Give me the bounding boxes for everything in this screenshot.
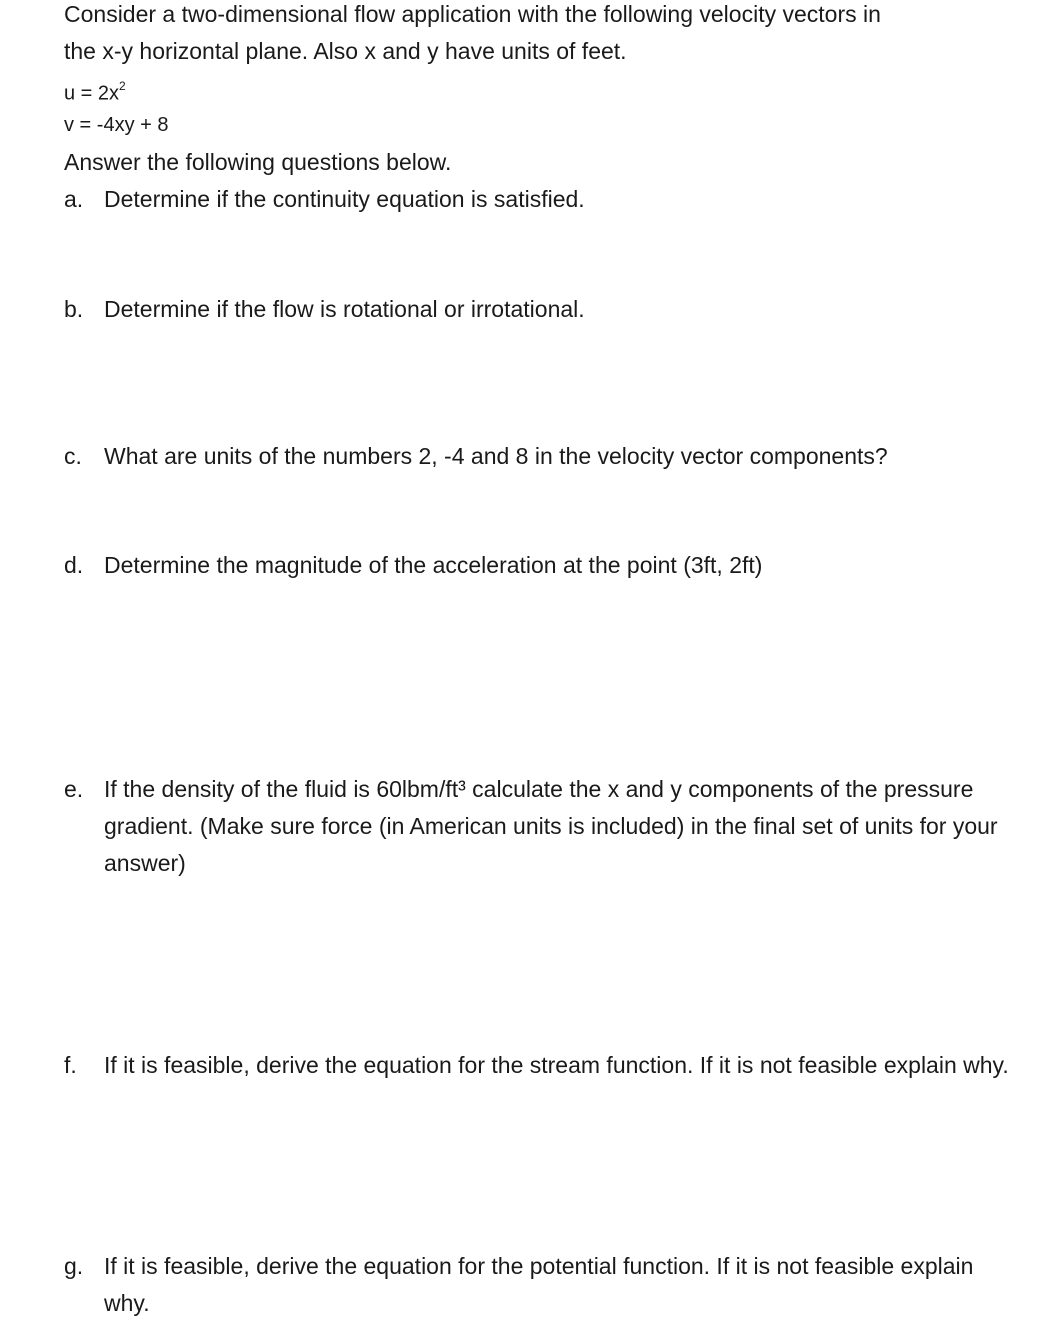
- question-text: If it is feasible, derive the equation for the stream function. If it is not feasible explain why.: [104, 1052, 1009, 1078]
- question-text: Determine if the continuity equation is satisfied.: [104, 186, 585, 212]
- question-b: [64, 291, 1024, 328]
- equation-u-exponent: 2: [119, 79, 126, 93]
- question-c: [64, 438, 1024, 475]
- question-letter: e.: [64, 776, 84, 802]
- equation-v: v = -4xy + 8: [64, 114, 169, 136]
- equation-u-text: u = 2x: [64, 82, 120, 105]
- question-letter: b.: [64, 296, 84, 322]
- intro-line-2: the x-y horizontal plane. Also x and y have units of feet.: [64, 38, 627, 64]
- intro-line-1: Consider a two-dimensional flow application with the following velocity vectors in: [64, 1, 881, 27]
- question-text: If it is feasible, derive the equation for the potential function. If it is not feasible explain why.: [104, 1253, 974, 1316]
- question-a: [64, 181, 1024, 218]
- question-letter: c.: [64, 443, 82, 469]
- question-letter: f.: [64, 1052, 77, 1078]
- instruction-text: Answer the following questions below.: [64, 149, 452, 175]
- question-letter: a.: [64, 186, 84, 212]
- question-text: If the density of the fluid is 60lbm/ft³ calculate the x and y components of the pressure gradient. (Make sure force (in American units is included) in the final set of units for your answer): [104, 776, 998, 876]
- question-g: [64, 1248, 1024, 1322]
- question-e: [64, 771, 1024, 882]
- question-letter: d.: [64, 552, 84, 578]
- question-text: What are units of the numbers 2, -4 and 8 in the velocity vector components?: [104, 443, 888, 469]
- question-f: [64, 1047, 1024, 1084]
- question-text: Determine the magnitude of the acceleration at the point (3ft, 2ft): [104, 552, 763, 578]
- question-d: [64, 547, 1024, 584]
- question-letter: g.: [64, 1253, 84, 1279]
- question-text: Determine if the flow is rotational or irrotational.: [104, 296, 585, 322]
